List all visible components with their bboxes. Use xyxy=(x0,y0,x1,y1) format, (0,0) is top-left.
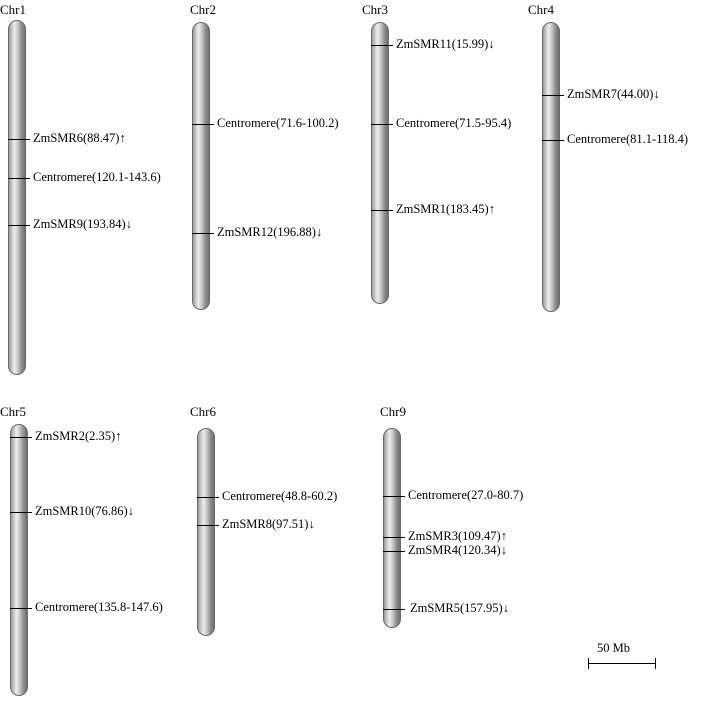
scale-bar-right-cap xyxy=(655,658,656,669)
scale-bar-left-cap xyxy=(588,658,589,669)
marker-label-chr6-1: ZmSMR8(97.51)↓ xyxy=(222,517,315,531)
marker-tick-chr1-1 xyxy=(8,178,30,179)
marker-tick-chr2-0 xyxy=(192,124,214,125)
marker-tick-chr9-0 xyxy=(383,496,405,497)
marker-tick-chr5-1 xyxy=(10,512,32,513)
marker-label-chr3-1: Centromere(71.5-95.4) xyxy=(396,116,512,130)
marker-tick-chr5-0 xyxy=(10,437,32,438)
chromosome-label-chr5: Chr5 xyxy=(0,404,26,419)
chromosome-label-chr6: Chr6 xyxy=(190,404,216,419)
marker-label-chr2-0: Centromere(71.6-100.2) xyxy=(217,116,339,130)
marker-label-chr1-2: ZmSMR9(193.84)↓ xyxy=(33,217,132,231)
chromosome-bar-chr9 xyxy=(383,428,401,628)
chromosome-bar-chr3 xyxy=(371,22,389,304)
marker-tick-chr3-0 xyxy=(371,45,393,46)
marker-tick-chr9-2 xyxy=(383,551,405,552)
marker-tick-chr3-1 xyxy=(371,124,393,125)
marker-label-chr9-2: ZmSMR4(120.34)↓ xyxy=(408,543,507,557)
marker-label-chr4-0: ZmSMR7(44.00)↓ xyxy=(567,87,660,101)
marker-tick-chr5-2 xyxy=(10,608,32,609)
marker-tick-chr9-1 xyxy=(383,537,405,538)
marker-label-chr5-0: ZmSMR2(2.35)↑ xyxy=(35,429,122,443)
scale-bar-line xyxy=(588,663,656,664)
marker-label-chr4-1: Centromere(81.1-118.4) xyxy=(567,132,689,146)
marker-label-chr2-1: ZmSMR12(196.88)↓ xyxy=(217,225,323,239)
marker-label-chr3-0: ZmSMR11(15.99)↓ xyxy=(396,37,495,51)
chromosome-bar-chr5 xyxy=(10,424,28,696)
chromosome-label-chr1: Chr1 xyxy=(0,2,26,17)
marker-label-chr9-1: ZmSMR3(109.47)↑ xyxy=(408,529,507,543)
marker-tick-chr9-3 xyxy=(383,609,405,610)
scale-bar-label: 50 Mb xyxy=(597,641,630,655)
marker-tick-chr1-2 xyxy=(8,225,30,226)
marker-label-chr9-0: Centromere(27.0-80.7) xyxy=(408,488,524,502)
marker-label-chr9-3: ZmSMR5(157.95)↓ xyxy=(410,601,509,615)
marker-tick-chr4-1 xyxy=(542,140,564,141)
chromosome-bar-chr6 xyxy=(197,428,215,636)
marker-tick-chr2-1 xyxy=(192,233,214,234)
marker-tick-chr6-0 xyxy=(197,497,219,498)
marker-label-chr1-0: ZmSMR6(88.47)↑ xyxy=(33,131,126,145)
marker-tick-chr1-0 xyxy=(8,139,30,140)
chromosome-bar-chr1 xyxy=(8,20,26,375)
marker-tick-chr3-2 xyxy=(371,210,393,211)
marker-label-chr3-2: ZmSMR1(183.45)↑ xyxy=(396,202,495,216)
marker-tick-chr4-0 xyxy=(542,95,564,96)
marker-tick-chr6-1 xyxy=(197,525,219,526)
marker-label-chr1-1: Centromere(120.1-143.6) xyxy=(33,170,161,184)
chromosome-label-chr9: Chr9 xyxy=(380,404,406,419)
chromosome-label-chr4: Chr4 xyxy=(528,2,554,17)
chromosome-bar-chr2 xyxy=(192,22,210,310)
chromosome-bar-chr4 xyxy=(542,22,560,312)
marker-label-chr6-0: Centromere(48.8-60.2) xyxy=(222,489,338,503)
marker-label-chr5-2: Centromere(135.8-147.6) xyxy=(35,600,163,614)
chromosome-label-chr2: Chr2 xyxy=(190,2,216,17)
marker-label-chr5-1: ZmSMR10(76.86)↓ xyxy=(35,504,134,518)
chromosome-label-chr3: Chr3 xyxy=(362,2,388,17)
